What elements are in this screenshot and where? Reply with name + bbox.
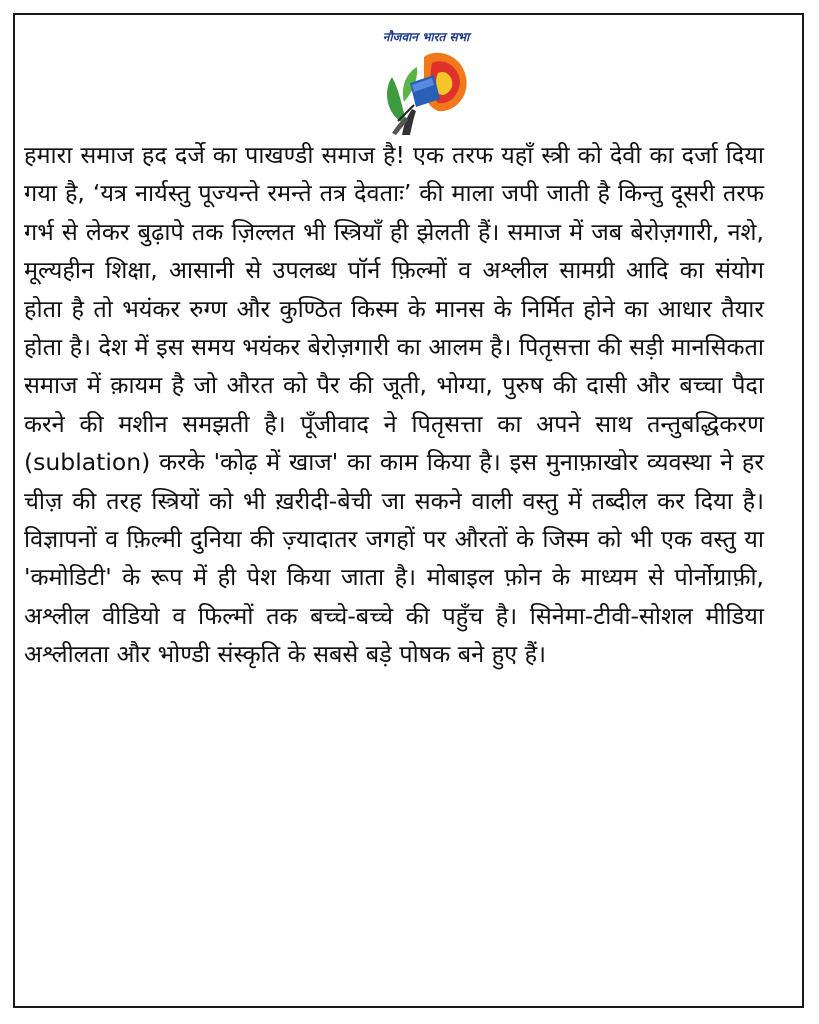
logo-title: नौजवान भारत सभा: [382, 30, 470, 44]
organization-logo: [362, 29, 490, 137]
article-body: हमारा समाज हद दर्जे का पाखण्डी समाज है! एक तरफ यहाँ स्त्री को देवी का दर्जा दिया गया है, ‘यत्र नार्यस्तु पूज्यन्ते रमन्ते तत्र देवताः’ की माला जपी जाती है किन्तु दूसरी तरफ गर्भ से लेकर बुढ़ापे तक ज़िल्लत भी स्त्रियाँ ही झेलती हैं। समाज में जब बेरोज़गारी, नशे, मूल्यहीन शिक्षा, आसानी से उपलब्ध पॉर्न फ़िल्मों व अश्लील सामग्री आदि का संयोग होता है तो भयंकर रुग्ण और कुण्ठित किस्म के मानस के निर्मित होने का आधार तैयार होता है। देश में इस समय भयंकर बेरोज़गारी का आलम है। पितृसत्ता की सड़ी मानसिकता समाज में क़ायम है जो औरत को पैर की जूती, भोग्या, पुरुष की दासी और बच्चा पैदा करने की मशीन समझती है। पूँजीवाद ने पितृसत्ता का अपने साथ तन्तुबद्धिकरण (sublation) करके 'कोढ़ में खाज' का काम किया है। इस मुनाफ़ाखोर व्यवस्था ने हर चीज़ की तरह स्त्रियों को भी ख़रीदी-बेची जा सकने वाली वस्तु में तब्दील कर दिया है। विज्ञापनों व फ़िल्मी दुनिया की ज़्यादातर जगहों पर औरतों के जिस्म को भी एक वस्तु या 'कमोडिटी' के रूप में ही पेश किया जाता है। मोबाइल फ़ोन के माध्यम से पोर्नोग्राफ़ी, अश्लील वीडियो व फिल्मों तक बच्चे-बच्चे की पहुँच है। सिनेमा-टीवी-सोशल मीडिया अश्लीलता और भोण्डी संस्कृति के सबसे बड़े पोषक बने हुए हैं।: [24, 141, 764, 669]
torch-bearer-icon: [362, 47, 490, 137]
